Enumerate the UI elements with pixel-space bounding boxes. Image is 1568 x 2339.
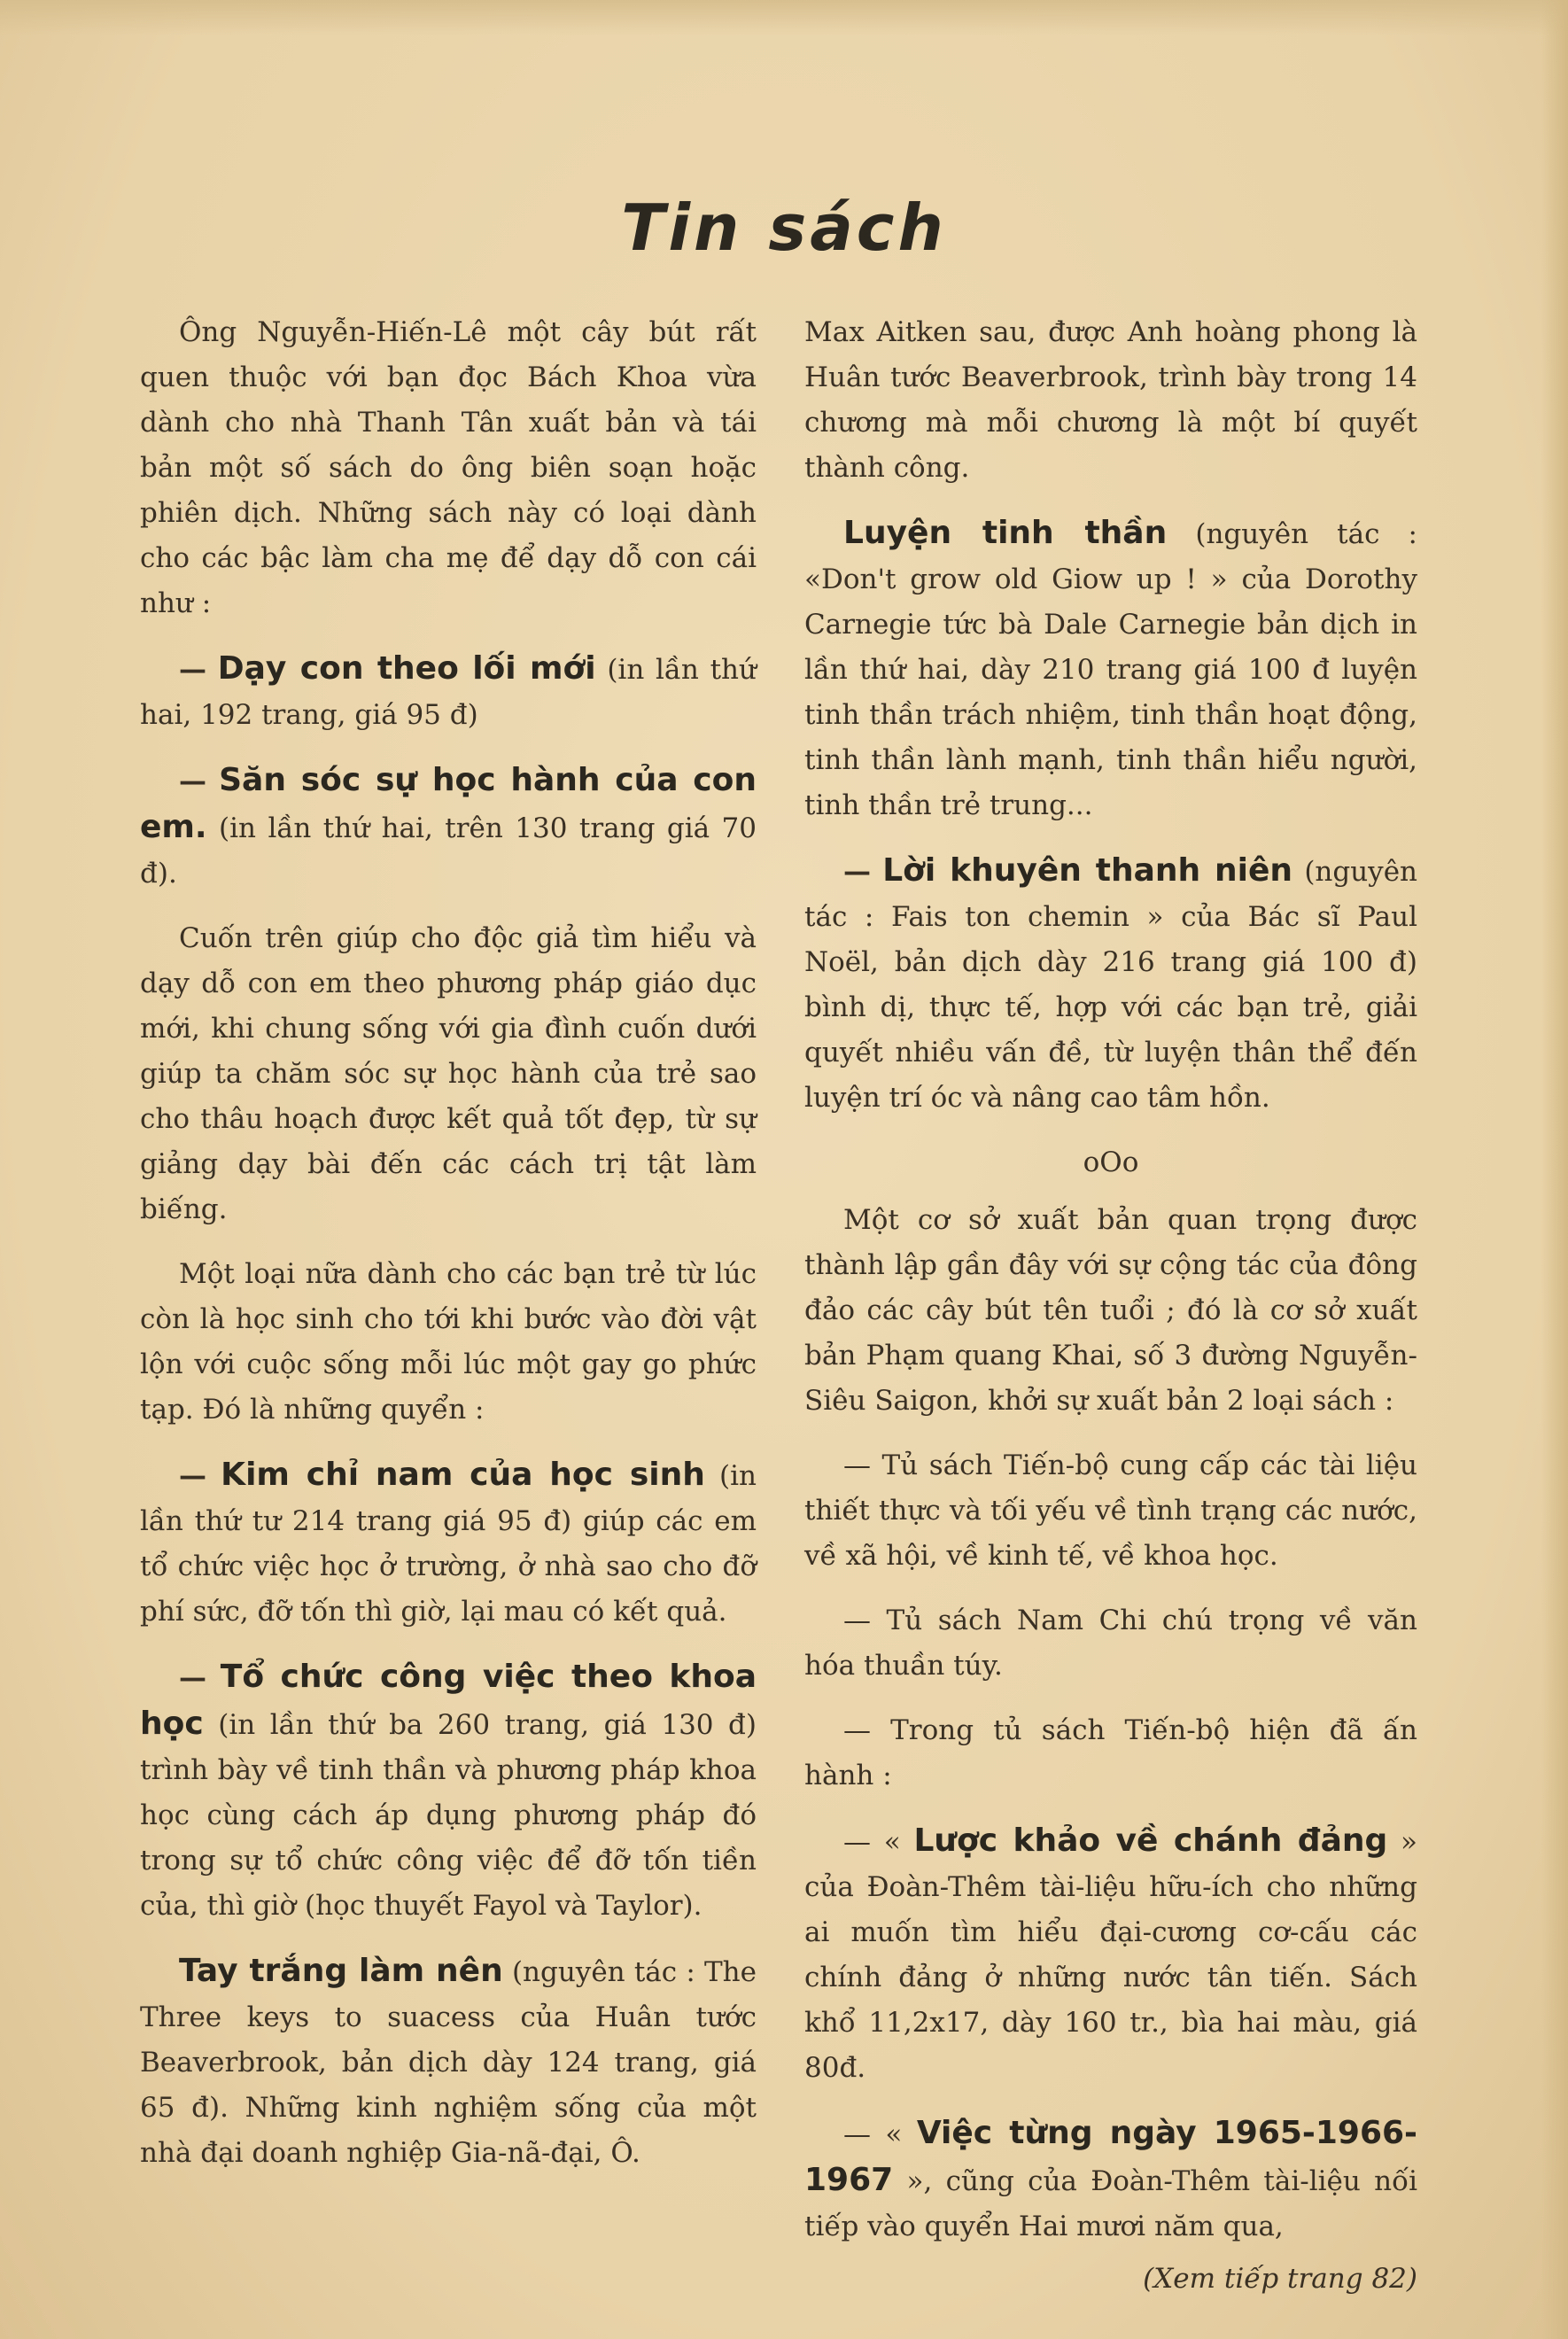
book-description: (in lần thứ hai, trên 130 trang giá 70 đ). [140,812,757,890]
quote-open: — « [843,1826,901,1858]
book-description: cũng của Đoàn-Thêm tài-liệu nối tiếp vào quyển Hai mươi năm qua, [804,2165,1418,2242]
left-column [140,310,757,2195]
book-description: (nguyên tác : Fais ton chemin » của Bác sĩ Paul Noël, bản dịch dày 216 trang giá 100 đ) bình dị, thực tế, hợp với các bạn trẻ, giải quyết nhiều vấn đề, từ luyện thân thể đến luyện trí óc và nâng cao tâm hồn. [804,856,1418,1114]
entry-dash: — [179,1460,206,1492]
book-title: Dạy con theo lối mới [217,650,596,687]
book-title: Kim chỉ nam của học sinh [221,1457,705,1493]
continued-on-page: (Xem tiếp trang 82) [1143,2263,1417,2295]
published-intro: — Trong tủ sách Tiến-bộ hiện đã ấn hành : [804,1714,1417,1791]
book-title: Tay trắng làm nên [179,1953,503,1989]
book-description: (in lần thứ ba 260 trang, giá 130 đ) trình bày về tinh thần và phương pháp khoa học cùng cách áp dụng phương pháp đó trong sự tổ chức công việc để đỡ tốn tiền của, thì giờ (học thuyết Fayol và Taylor). [140,1709,757,1922]
description-paragraph: Cuốn trên giúp cho độc giả tìm hiểu và dạy dỗ con em theo phương pháp giáo dục mới, khi chung sống với gia đình cuốn dưới giúp ta chăm sóc sự học hành của trẻ sao cho thâu hoạch được kết quả tốt đẹp, từ sự giảng dạy bài đến các cách trị tật làm biếng. [140,922,757,1225]
quote-close: », [906,2165,933,2197]
publisher-paragraph: Một cơ sở xuất bản quan trọng được thành lập gần đây với sự cộng tác của đông đảo các cây bút tên tuổi ; đó là cơ sở xuất bản Phạm quang Khai, số 3 đường Nguyễn-Siêu Saigon, khởi sự xuất bản 2 loại sách : [804,1204,1417,1417]
series-tien-bo: — Tủ sách Tiến-bộ cung cấp các tài liệu thiết thực và tối yếu về tình trạng các nước, về xã hội, về kinh tế, về khoa học. [804,1449,1417,1572]
entry-dash: — [843,856,871,888]
book-description: (in lần thứ tư 214 trang giá 95 đ) giúp các em tổ chức việc học ở trường, ở nhà sao cho đỡ phí sức, đỡ tốn thì giờ, lại mau có kết quả. [140,1460,757,1628]
book-title: Luyện tinh thần [843,515,1168,551]
book-entry-to-chuc [140,1654,757,1929]
book-entry-day-con [140,646,757,738]
book-description: (in lần thứ hai, 192 trang, giá 95 đ) [140,654,757,731]
book-title: Lời khuyên thanh niên [882,852,1293,889]
series-nam-chi: — Tủ sách Nam Chi chú trọng về văn hóa thuần túy. [804,1605,1417,1682]
book-entry-san-soc [140,758,757,897]
quote-close: » [1401,1826,1417,1858]
entry-dash: — [179,654,206,686]
book-description: của Đoàn-Thêm tài-liệu hữu-ích cho những ai muốn tìm hiểu đại-cương cơ-cấu các chính đảng ở những nước tân tiến. Sách khổ 11,2x17, dày 160 tr., bìa hai màu, giá 80đ. [804,1871,1417,2084]
book-entry-luoc-khao [804,1818,1417,2091]
book-title: Lược khảo về chánh đảng [913,1822,1388,1859]
book-description: (nguyên tác : The Three keys to suacess của Huân tước Beaverbrook, bản dịch dày 124 trang, giá 65 đ). Những kinh nghiệm sống của một nhà đại doanh nghiệp Gia-nã-đại, Ô. [140,1956,757,2169]
intro-paragraph: Ông Nguyễn-Hiến-Lê một cây bút rất quen thuộc với bạn đọc Bách Khoa vừa dành cho nhà Thanh Tân xuất bản và tái bản một số sách do ông biên soạn hoặc phiên dịch. Những sách này có loại dành cho các bậc làm cha mẹ để dạy dỗ con cái như : [140,316,757,619]
book-description: (nguyên tác : «Don't grow old Giow up ! » của Dorothy Carnegie tức bà Dale Carnegie bản dịch in lần thứ hai, dày 210 trang giá 100 đ luyện tinh thần trách nhiệm, tinh thần hoạt động, tinh thần lành mạnh, tinh thần hiểu người, tinh thần trẻ trung... [804,518,1417,821]
book-entry-kim-chi-nam [140,1452,757,1635]
book-title: Việc từng ngày 1965-1966-1967 [804,2115,1417,2198]
page-title: Tin sách [621,190,947,265]
youth-intro-paragraph: Một loại nữa dành cho các bạn trẻ từ lúc còn là học sinh cho tới khi bước vào đời vật lộn với cuộc sống mỗi lúc một gay go phức tạp. Đó là những quyển : [140,1258,757,1426]
book-entry-tay-trang [140,1948,757,2176]
continuation-note [804,2257,1417,2302]
book-title: Săn sóc sự học hành của con em. [140,762,757,845]
book-title: Tổ chức công việc theo khoa học [140,1659,757,1742]
section-separator: oOo [1083,1146,1139,1178]
quote-open: — « [843,2118,903,2150]
right-column [804,310,1417,2321]
page-top-shadow [0,0,1568,35]
entry-dash: — [179,1662,206,1694]
book-entry-loi-khuyen [804,848,1417,1121]
book-entry-viec-tung-ngay [804,2110,1417,2250]
page-right-shadow [1541,0,1568,2339]
book-entry-luyen-tinh-than [804,510,1417,828]
continuation-paragraph: Max Aitken sau, được Anh hoàng phong là Huân tước Beaverbrook, trình bày trong 14 chương mà mỗi chương là một bí quyết thành công. [804,316,1417,484]
entry-dash: — [179,765,206,797]
